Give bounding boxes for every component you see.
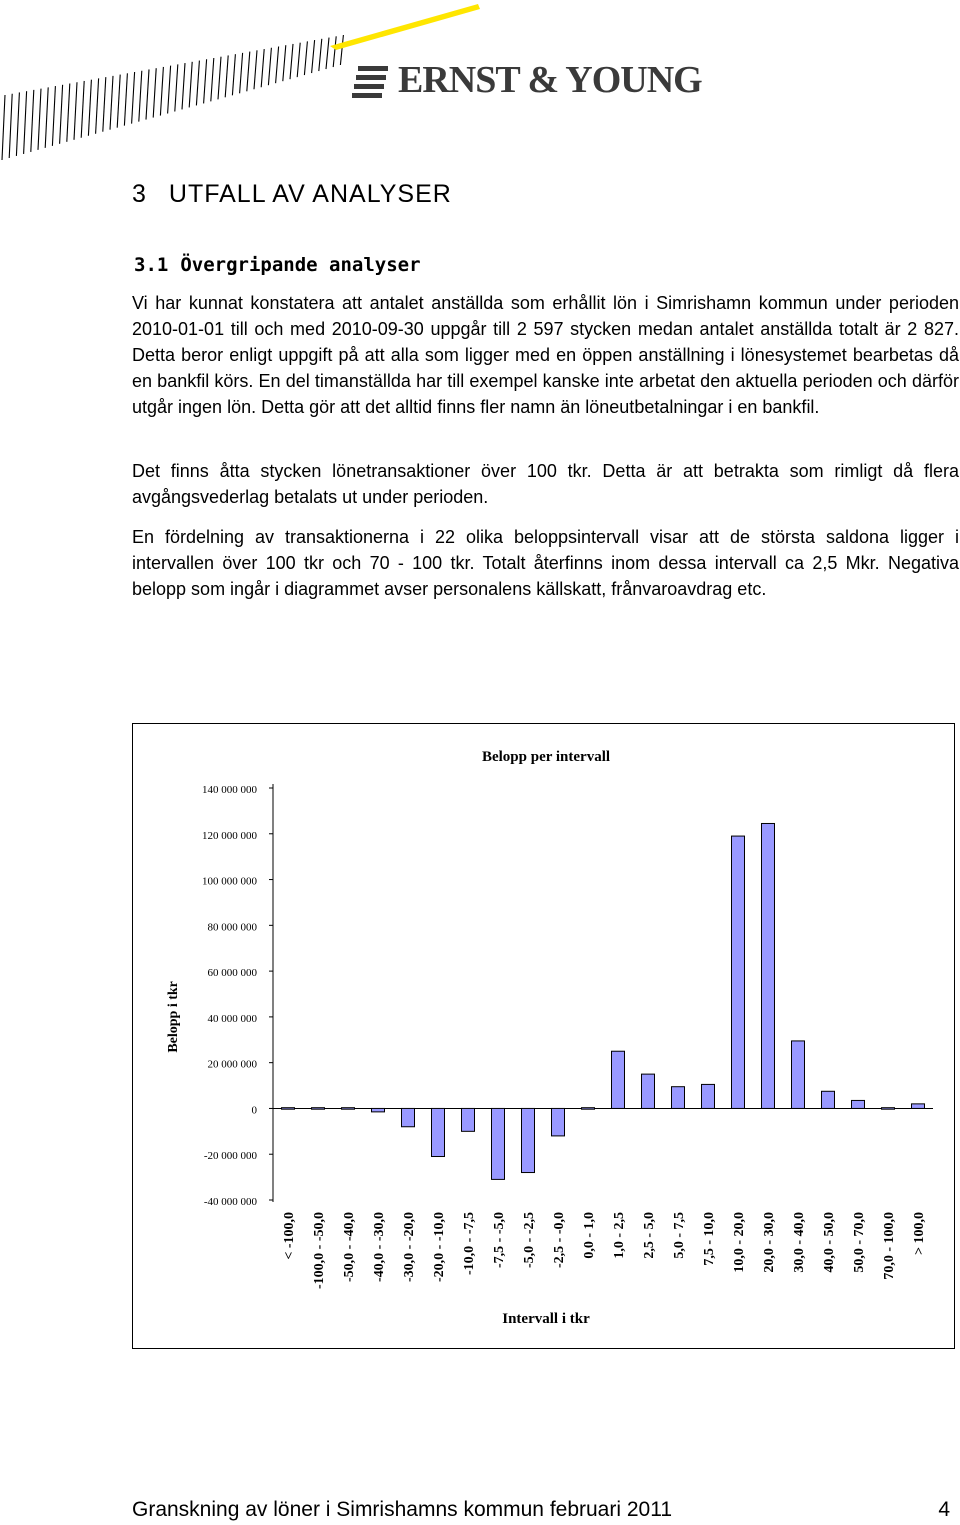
header-stripe — [189, 62, 192, 108]
header-stripe — [340, 35, 343, 65]
bar — [852, 1100, 865, 1108]
header-stripe — [2, 95, 5, 160]
header-stripe — [240, 53, 243, 93]
x-tick-label: 70,0 - 100,0 — [882, 1212, 897, 1280]
x-tick-label: -30,0 - -20,0 — [402, 1212, 417, 1282]
bar — [582, 1108, 595, 1110]
header-stripe — [110, 76, 113, 130]
x-tick-label: 40,0 - 50,0 — [822, 1212, 837, 1273]
header-stripe — [268, 48, 271, 85]
header-stripe — [96, 78, 99, 133]
bar — [522, 1108, 535, 1172]
y-tick-label: 140 000 000 — [202, 784, 257, 796]
x-tick-label: < -100,0 — [282, 1212, 297, 1260]
y-tick-label: -20 000 000 — [203, 1150, 257, 1163]
paragraph-3: En fördelning av transaktionerna i 22 olika beloppsintervall visar att de största saldona ligger i intervallen över 100 tkr och 70 - 100 tkr. Totalt återfinns inom dessa intervall ca 2,5 Mkr. Negativa belopp som ingår i diagrammet avser personalens källskatt, frånvaroavdrag etc. — [132, 527, 959, 599]
header-stripe — [60, 85, 63, 144]
header-stripe — [326, 38, 329, 69]
header-stripe — [276, 46, 279, 83]
y-tick-label: 120 000 000 — [202, 829, 257, 842]
paragraph-2: Det finns åtta stycken lönetransaktioner över 100 tkr. Detta är att betrakta som rimligt då flera avgångsvederlag betalats ut under perioden. — [132, 461, 959, 507]
y-tick-label: 60 000 000 — [207, 967, 257, 980]
bar — [492, 1108, 505, 1179]
ernst-young-logo-icon — [352, 62, 392, 98]
y-tick-label: -40 000 000 — [203, 1196, 257, 1208]
bar — [912, 1104, 925, 1109]
x-tick-label: -50,0 - -40,0 — [342, 1212, 357, 1282]
header-stripe — [160, 67, 163, 116]
x-tick-label: 50,0 - 70,0 — [852, 1212, 867, 1273]
header-stripe — [204, 59, 207, 103]
bar — [642, 1074, 655, 1108]
x-tick-label: -10,0 - -7,5 — [462, 1212, 477, 1275]
header-stripe — [254, 50, 257, 89]
header-stripe — [261, 49, 264, 87]
header-stripe — [196, 61, 199, 106]
bar — [612, 1051, 625, 1108]
bar — [462, 1108, 475, 1131]
y-axis-label: Belopp i tkr — [166, 981, 181, 1053]
header-stripe — [304, 41, 307, 75]
x-tick-label: 30,0 - 40,0 — [792, 1212, 807, 1273]
bar — [402, 1108, 415, 1126]
header-stripe — [319, 39, 322, 71]
header-stripe — [175, 64, 178, 111]
x-tick-label: 5,0 - 7,5 — [672, 1212, 687, 1259]
chart-frame — [132, 723, 955, 1349]
bar — [432, 1108, 445, 1156]
header-stripe — [88, 80, 91, 136]
x-tick-label: 7,5 - 10,0 — [702, 1212, 717, 1266]
x-tick-label: -40,0 - -30,0 — [372, 1212, 387, 1282]
bar — [792, 1041, 805, 1109]
x-tick-label: -20,0 - -10,0 — [432, 1212, 447, 1282]
x-tick-label: -100,0 - -50,0 — [312, 1212, 327, 1289]
subsection-number: 3.1 — [134, 254, 169, 276]
header-stripe — [146, 69, 149, 119]
bar — [372, 1108, 385, 1111]
y-tick-label: 100 000 000 — [202, 875, 257, 888]
bar — [732, 836, 745, 1108]
header-stripe — [117, 75, 120, 128]
section-heading — [132, 180, 452, 209]
stripes-pattern — [2, 35, 343, 160]
x-tick-label: -2,5 - -0,0 — [552, 1212, 567, 1268]
header-stripe — [139, 71, 142, 122]
header-stripe — [16, 92, 19, 156]
bar — [342, 1108, 355, 1110]
x-tick-label: > 100,0 — [912, 1212, 927, 1255]
x-tick-label: -5,0 - -2,5 — [522, 1212, 537, 1268]
header-stripe — [31, 90, 34, 152]
yellow-beam — [330, 4, 480, 50]
header-stripe — [124, 73, 127, 125]
header-stripe — [38, 89, 41, 150]
section-title: UTFALL AV ANALYSER — [168, 180, 452, 208]
bar — [822, 1091, 835, 1108]
y-tick-label: 80 000 000 — [207, 921, 257, 934]
x-tick-label: 0,0 - 1,0 — [582, 1212, 597, 1259]
x-tick-label: 1,0 - 2,5 — [612, 1212, 627, 1259]
subsection-title: Övergripande analyser — [180, 254, 421, 276]
bar — [672, 1087, 685, 1109]
header-stripe — [9, 94, 12, 158]
header-stripe — [182, 63, 185, 109]
header-stripe — [312, 40, 315, 73]
header-stripe — [103, 77, 106, 132]
footer-text: Granskning av löner i Simrishamns kommun februari 2011 — [132, 1498, 673, 1521]
x-tick-label: 20,0 - 30,0 — [762, 1212, 777, 1273]
page-number: 4 — [938, 1498, 950, 1521]
bar — [702, 1084, 715, 1108]
paragraph-1: Vi har kunnat konstatera att antalet anställda som erhållit lön i Simrishamn kommun under perioden 2010-01-01 till och med 2010-09-30 uppgår till 2 597 stycken medan antalet anställda totalt är 2 827. Detta beror enligt uppgift på att alla som ligger med en öppen anställning i lönesystemet bearbetas då en bankfil körs. En del timanställda har till exempel kanske inte arbetat den aktuella perioden och därför utgår ingen lön. Detta gör att det alltid finns fler namn än löneutbetalningar i en bankfil. — [132, 293, 959, 417]
subsection-heading — [134, 254, 421, 276]
x-tick-label: 10,0 - 20,0 — [732, 1212, 747, 1273]
header-stripe — [52, 86, 55, 146]
header-stripe — [247, 52, 250, 92]
bar — [882, 1108, 895, 1110]
section-number: 3 — [132, 180, 147, 208]
header-stripe — [232, 54, 235, 95]
bar — [552, 1108, 565, 1135]
bar-chart — [133, 724, 954, 1348]
header-stripe — [290, 44, 293, 79]
x-tick-label: -7,5 - -5,0 — [492, 1212, 507, 1268]
company-logo-text: ERNST & YOUNG — [398, 59, 702, 101]
header-stripe — [74, 82, 77, 140]
y-tick-label: 0 — [251, 1104, 257, 1117]
y-tick-label: 40 000 000 — [207, 1012, 257, 1025]
header-stripe — [67, 84, 70, 142]
header-stripe — [333, 36, 336, 67]
bar — [282, 1108, 295, 1110]
header-stripe — [283, 45, 286, 81]
chart-title: Belopp per intervall — [481, 749, 611, 765]
header-stripe — [81, 81, 84, 138]
header-stripe — [24, 91, 27, 154]
header-stripe — [168, 66, 171, 114]
header-stripe — [45, 87, 48, 148]
header-stripe — [225, 55, 228, 97]
header-stripe — [218, 57, 221, 100]
header-stripe — [153, 68, 156, 117]
x-axis-label: Intervall i tkr — [502, 1311, 590, 1327]
header-stripe — [211, 58, 214, 101]
bar — [312, 1108, 325, 1110]
x-tick-label: 2,5 - 5,0 — [642, 1212, 657, 1259]
bar — [762, 823, 775, 1108]
header-stripe — [297, 43, 300, 77]
header-stripe — [132, 72, 135, 124]
y-tick-label: 20 000 000 — [207, 1058, 257, 1071]
